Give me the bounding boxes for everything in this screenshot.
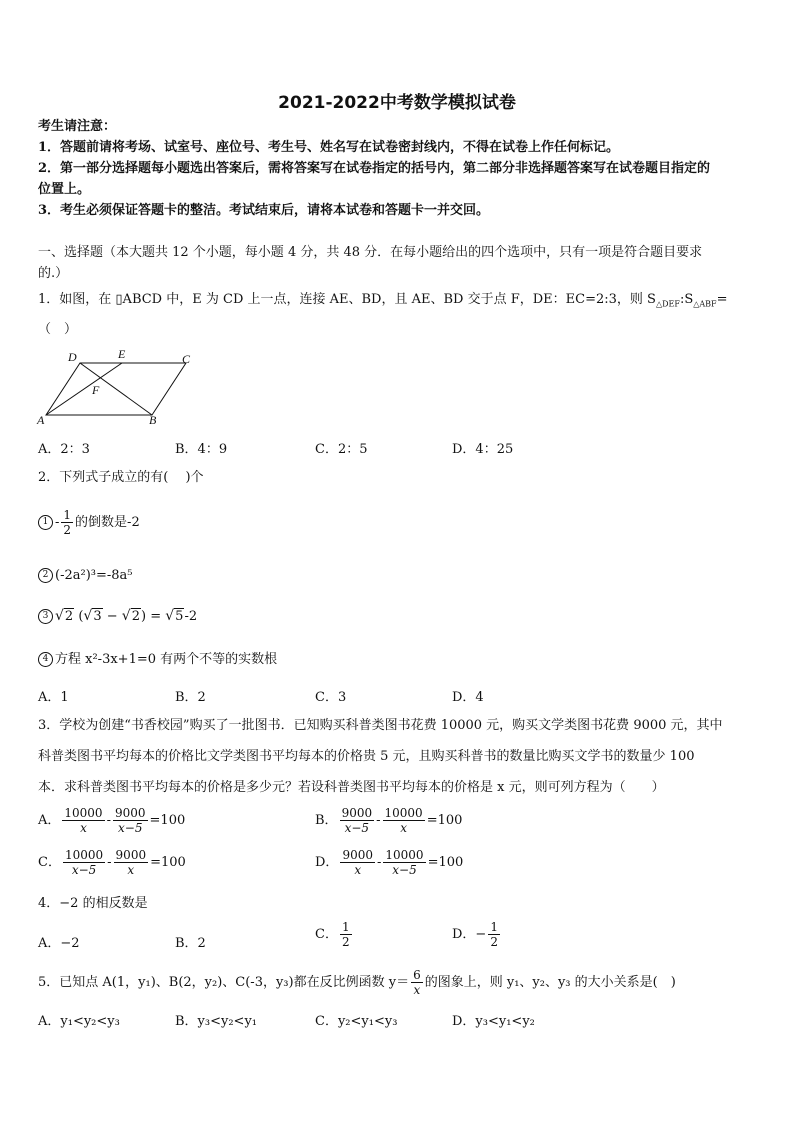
q2-option-a[interactable]: A．1 bbox=[38, 690, 69, 705]
notice-item: 1．答题前请将考场、试室号、座位号、考生号、姓名写在试卷密封线内，不得在试卷上作任何标记。 bbox=[38, 140, 620, 155]
q2-statement-1: 1 - $\frac{1}{2}$ 的倒数是-2 bbox=[38, 508, 140, 537]
label-e: E bbox=[118, 347, 126, 361]
question-5-text: 5．已知点 A(1，y₁)、B(2，y₂)、C(-3，y₃)都在反比例函数 y＝ $\frac{6}{x}$ 的图象上，则 y₁、y₂、y₃ 的大小关系是( ) bbox=[38, 968, 676, 997]
question-2-text: 2．下列式子成立的有( )个 bbox=[38, 470, 204, 485]
question-3-text-cont: 科普类图书平均每本的价格比文学类图书平均每本的价格贵 5 元，且购买科普书的数量比购买文学书的数量少 100 bbox=[38, 749, 695, 764]
parallelogram-figure bbox=[36, 345, 196, 427]
q2-statement-2: 2 (-2a²)³=-8a⁵ bbox=[38, 566, 133, 586]
q2-option-b[interactable]: B．2 bbox=[175, 690, 206, 705]
q2-option-d[interactable]: D．4 bbox=[452, 690, 484, 705]
notice-heading: 考生请注意： bbox=[38, 119, 117, 134]
question-1-text: 1．如图，在 ▯ABCD 中，E 为 CD 上一点，连接 AE、BD，且 AE、BD 交于点 F，DE：EC=2:3，则 $S_{\triangle DEF}:S_{\triangle ABF}=$ bbox=[38, 292, 728, 309]
question-1-paren: （ ） bbox=[38, 322, 78, 337]
page-title: 2021-2022中考数学模拟试卷 bbox=[278, 93, 516, 113]
q4-option-a[interactable]: A．−2 bbox=[38, 936, 80, 951]
q3-option-b[interactable]: B． $\frac{9000}{x-5}$ - $\frac{10000}{x}$ =100 bbox=[315, 806, 463, 835]
circled-number: 4 bbox=[38, 652, 53, 667]
q5-option-b[interactable]: B．y₃<y₂<y₁ bbox=[175, 1014, 258, 1029]
notice-item: 2．第一部分选择题每小题选出答案后，需将答案写在试卷指定的括号内，第二部分非选择题答案写在试卷题目指定的 bbox=[38, 161, 711, 176]
label-b: B bbox=[149, 413, 157, 427]
label-d: D bbox=[68, 350, 77, 364]
q4-option-c[interactable]: C． $\frac{1}{2}$ bbox=[315, 920, 350, 949]
section-heading: 一、选择题（本大题共 12 个小题，每小题 4 分，共 48 分．在每小题给出的四个选项中，只有一项是符合题目要求 bbox=[38, 245, 703, 260]
q5-option-c[interactable]: C．y₂<y₁<y₃ bbox=[315, 1014, 398, 1029]
q5-option-a[interactable]: A．y₁<y₂<y₃ bbox=[38, 1014, 120, 1029]
q3-option-c[interactable]: C． $\frac{10000}{x-5}$ - $\frac{9000}{x}$ =100 bbox=[38, 848, 186, 877]
label-f: F bbox=[92, 383, 100, 397]
notice-item: 位置上。 bbox=[38, 182, 91, 197]
q3-option-a[interactable]: A． $\frac{10000}{x}$ - $\frac{9000}{x-5}$ =100 bbox=[38, 806, 186, 835]
circled-number: 1 bbox=[38, 515, 53, 530]
q1-option-b[interactable]: B．4：9 bbox=[175, 442, 228, 457]
q4-option-b[interactable]: B．2 bbox=[175, 936, 206, 951]
circled-number: 3 bbox=[38, 609, 53, 624]
q2-option-c[interactable]: C．3 bbox=[315, 690, 347, 705]
section-heading-cont: 的.） bbox=[38, 266, 69, 281]
q1-option-a[interactable]: A．2：3 bbox=[38, 442, 90, 457]
label-a: A bbox=[37, 413, 45, 427]
segment-ae bbox=[46, 363, 122, 415]
segment-bd bbox=[80, 363, 152, 415]
question-4-text: 4．−2 的相反数是 bbox=[38, 896, 148, 911]
q1-option-c[interactable]: C．2：5 bbox=[315, 442, 368, 457]
q4-option-d[interactable]: D．− $\frac{1}{2}$ bbox=[452, 920, 498, 949]
label-c: C bbox=[182, 352, 191, 366]
question-3-text-cont: 本．求科普类图书平均每本的价格是多少元？若设科普类图书平均每本的价格是 x 元，则可列方程为（ ） bbox=[38, 780, 665, 795]
q2-statement-4: 4 方程 x²-3x+1=0 有两个不等的实数根 bbox=[38, 650, 277, 670]
q3-option-d[interactable]: D． $\frac{9000}{x}$ - $\frac{10000}{x-5}$ =100 bbox=[315, 848, 464, 877]
q2-statement-3: 3 √2 (√3 − √2) = √5-2 bbox=[38, 606, 197, 627]
q5-option-d[interactable]: D．y₃<y₁<y₂ bbox=[452, 1014, 535, 1029]
question-3-text: 3．学校为创建“书香校园”购买了一批图书．已知购买科普类图书花费 10000 元，购买文学类图书花费 9000 元，其中 bbox=[38, 718, 723, 733]
notice-item: 3．考生必须保证答题卡的整洁。考试结束后，请将本试卷和答题卡一并交回。 bbox=[38, 203, 490, 218]
circled-number: 2 bbox=[38, 568, 53, 583]
q1-option-d[interactable]: D．4：25 bbox=[452, 442, 514, 457]
